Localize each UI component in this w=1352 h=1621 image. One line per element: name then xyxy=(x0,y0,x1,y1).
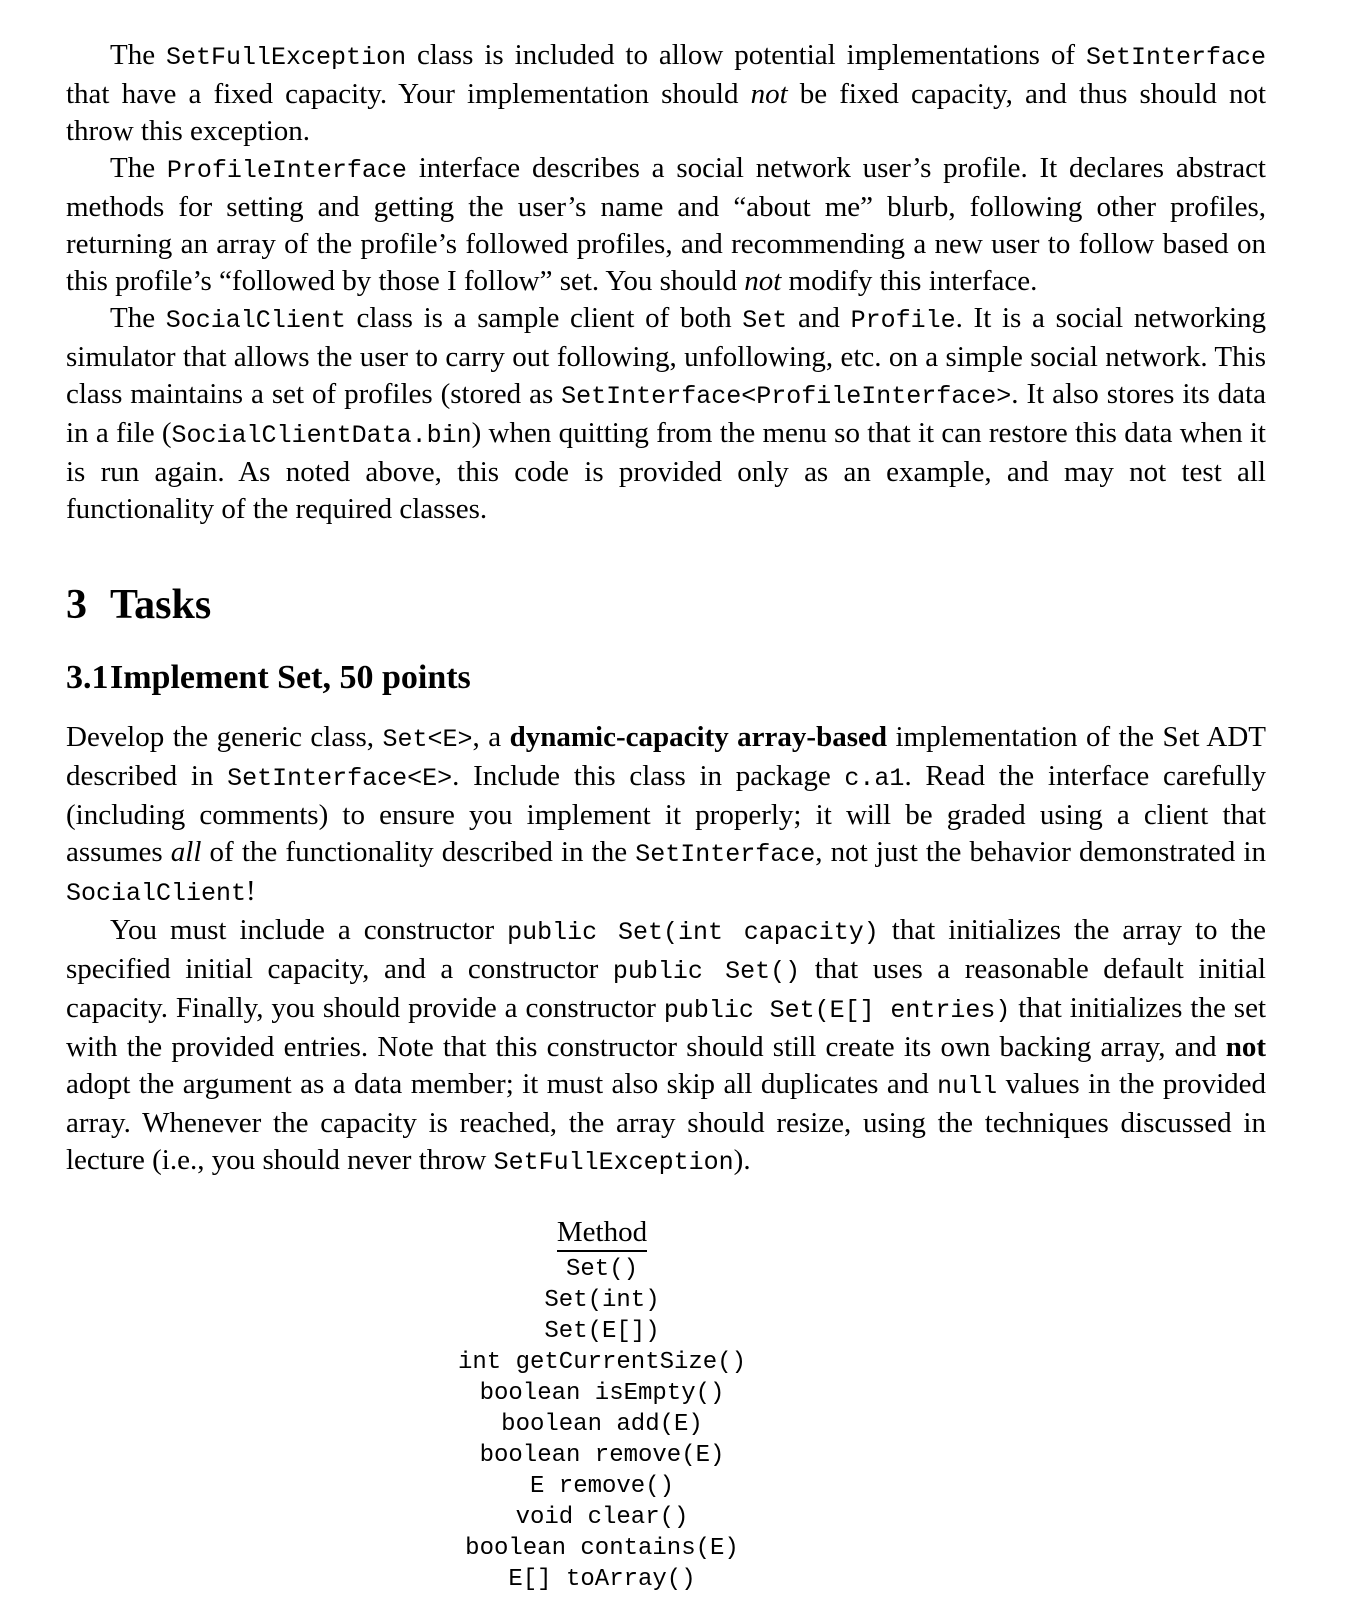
code-text: SetFullException xyxy=(166,43,407,72)
paragraph xyxy=(66,912,1266,1181)
code-text: Set xyxy=(742,306,788,335)
body-text: class is included to allow potential implementations of xyxy=(406,39,1086,71)
code-text: ProfileInterface xyxy=(166,156,407,185)
code-text: Set<E> xyxy=(382,725,473,754)
code-text: public Set() xyxy=(612,957,801,986)
section-number: 3 xyxy=(66,582,87,628)
body-text: that uses a reasonable default initial capacity. Finally, you should provide a constructor xyxy=(66,953,1266,1024)
section-heading xyxy=(66,584,1266,626)
body-text: that initializes the array to the specified initial capacity, and a constructor xyxy=(66,914,1266,985)
code-text: SetInterface<ProfileInterface> xyxy=(561,382,1012,411)
body-text: . It also stores its data in a file ( xyxy=(66,378,1266,449)
subsection-heading xyxy=(66,661,1266,695)
method-table-header: Method xyxy=(557,1217,647,1252)
body-text: interface describes a social network user’s profile. It declares abstract methods for setting and getting the user’s name and “about me” blurb, following other profiles, returning an array of the profile’s followed profiles, and recommending a new user to follow based on this profile’s “followed by those I follow” set. You should xyxy=(66,152,1266,297)
method-item: boolean add(E) xyxy=(501,1411,703,1438)
body-text: . Include this class in package xyxy=(452,760,845,792)
method-item: Set() xyxy=(565,1256,638,1283)
method-item: int getCurrentSize() xyxy=(457,1349,747,1376)
body-text: not xyxy=(750,78,788,110)
body-text: The xyxy=(110,152,167,184)
method-item: E[] toArray() xyxy=(508,1566,696,1593)
code-text: SetFullException xyxy=(493,1148,734,1177)
method-table xyxy=(66,1217,1138,1595)
body-text: not xyxy=(1225,1031,1266,1063)
body-text: of the functionality described in the xyxy=(201,836,636,868)
method-item: Set(int) xyxy=(544,1287,660,1314)
body-text: dynamic-capacity array-based xyxy=(509,721,887,753)
paragraph xyxy=(66,719,1266,912)
body-text: The xyxy=(110,39,167,71)
code-text: SetInterface xyxy=(635,840,816,869)
code-text: SetInterface<E> xyxy=(227,764,453,793)
code-text: SocialClientData.bin xyxy=(171,421,472,450)
method-item: boolean remove(E) xyxy=(479,1442,725,1469)
method-item: E remove() xyxy=(529,1473,675,1500)
paragraph xyxy=(66,300,1266,528)
body-text: , a xyxy=(472,721,510,753)
body-text: that initializes the set with the provided entries. Note that this constructor should still create its own backing array, and xyxy=(66,992,1266,1063)
intro-paragraphs xyxy=(66,37,1266,528)
method-item: void clear() xyxy=(515,1504,689,1531)
body-text: class is a sample client of both xyxy=(345,302,743,334)
code-text: c.a1 xyxy=(844,764,905,793)
paragraph xyxy=(66,150,1266,300)
body-text: adopt the argument as a data member; it must also skip all duplicates and xyxy=(66,1068,938,1100)
body-text: values in the provided array. Whenever the capacity is reached, the array should resize, using the techniques discussed in lecture (i.e., you should never throw xyxy=(66,1068,1266,1176)
code-text: public Set(E[] entries) xyxy=(663,996,1011,1025)
body-text: and xyxy=(787,302,851,334)
code-text: SocialClient xyxy=(165,306,346,335)
body-text: be fixed capacity, and thus should not throw this exception. xyxy=(66,78,1266,147)
code-text: SocialClient xyxy=(66,879,247,908)
body-text: ! xyxy=(246,875,256,907)
body-text: modify this interface. xyxy=(781,265,1038,297)
section-title: Tasks xyxy=(110,582,212,628)
body-text: The xyxy=(110,302,166,334)
document-page xyxy=(66,0,1266,1595)
body-text: ). xyxy=(733,1144,751,1176)
body-text: . It is a social networking simulator that allows the user to carry out following, unfollowing, etc. on a simple social network. This class maintains a set of profiles (stored as xyxy=(66,302,1267,410)
task-paragraphs xyxy=(66,719,1266,1181)
body-text: You must include a constructor xyxy=(110,914,508,946)
code-text: Profile xyxy=(850,306,956,335)
body-text: all xyxy=(170,836,202,868)
code-text: null xyxy=(937,1072,998,1101)
paragraph xyxy=(66,37,1266,150)
body-text: , not just the behavior demonstrated in xyxy=(815,836,1266,868)
body-text: implementation of the Set ADT described in xyxy=(66,721,1266,792)
body-text: ) when quitting from the menu so that it can restore this data when it is run again. As noted above, this code is provided only as an example, and may not test all functionality of the required classes. xyxy=(66,417,1266,525)
body-text: . Read the interface carefully (including comments) to ensure you implement it properly; it will be graded using a client that assumes xyxy=(66,760,1266,868)
code-text: SetInterface xyxy=(1085,43,1266,72)
method-item: boolean isEmpty() xyxy=(479,1380,725,1407)
method-item: boolean contains(E) xyxy=(465,1535,739,1562)
subsection-number: 3.1 xyxy=(66,659,109,696)
code-text: public Set(int capacity) xyxy=(507,918,879,947)
method-item: Set(E[]) xyxy=(544,1318,660,1345)
method-list xyxy=(66,1254,1138,1595)
body-text: not xyxy=(744,265,782,297)
body-text: that have a fixed capacity. Your implementation should xyxy=(66,78,751,110)
subsection-title: Implement Set, 50 points xyxy=(110,659,471,696)
body-text: Develop the generic class, xyxy=(66,721,383,753)
